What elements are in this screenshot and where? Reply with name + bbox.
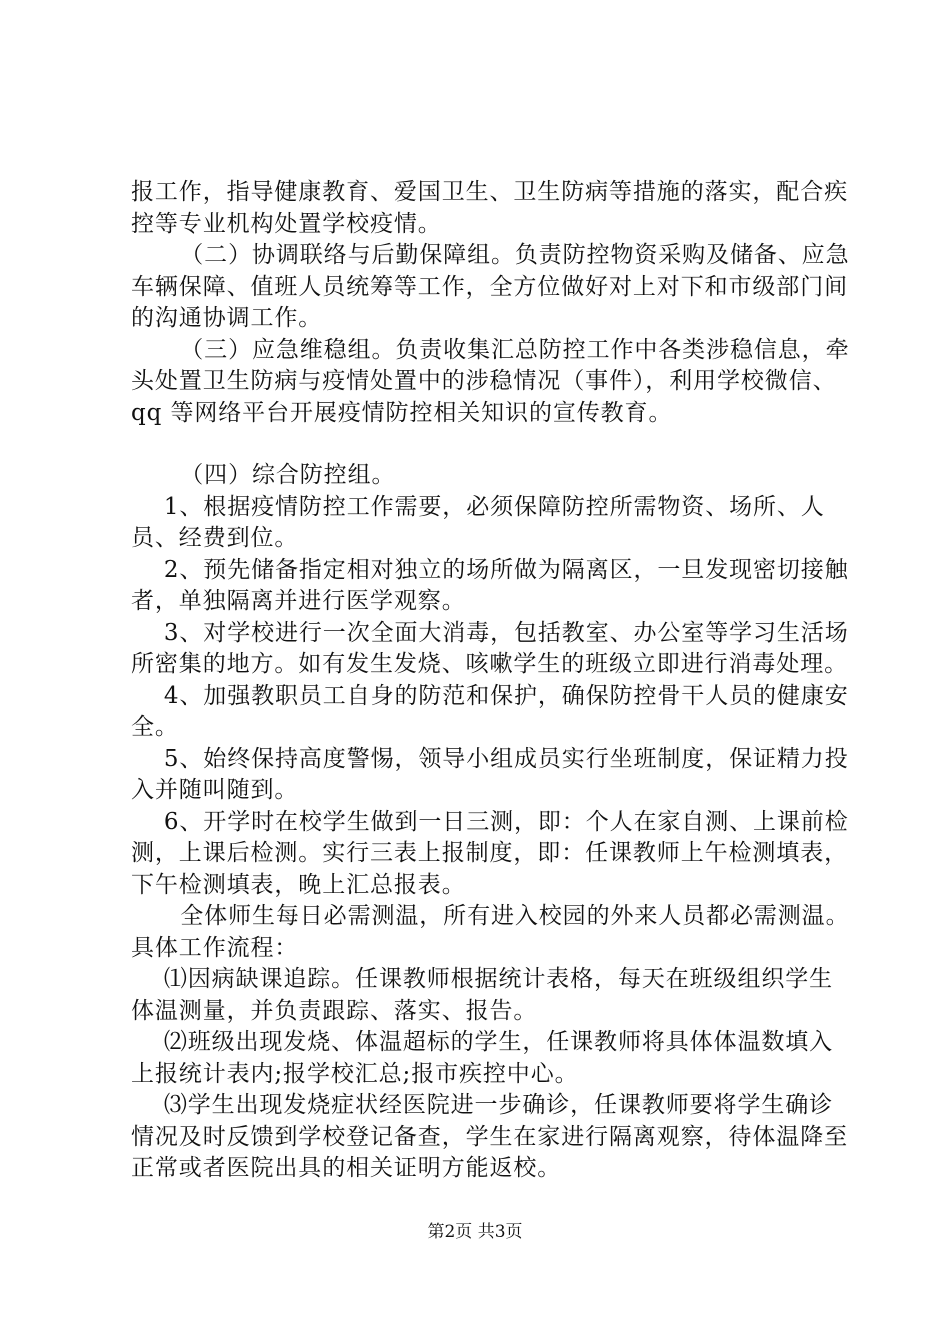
list-item-6: 6、开学时在校学生做到一日三测，即：个人在家自测、上课前检测，上课后检测。实行三表上报制度，即：任课教师上午检测填表，下午检测填表，晚上汇总报表。 bbox=[131, 808, 849, 898]
list-item-1: 1、根据疫情防控工作需要，必须保障防控所需物资、场所、人员、经费到位。 bbox=[131, 493, 825, 551]
list-item-5: 5、始终保持高度警惕，领导小组成员实行坐班制度，保证精力投入并随叫随到。 bbox=[131, 745, 849, 803]
list-item-3: 3、对学校进行一次全面大消毒，包括教室、办公室等学习生活场所密集的地方。如有发生发烧、咳嗽学生的班级立即进行消毒处理。 bbox=[131, 619, 849, 677]
list-item-4: 4、加强教职员工自身的防范和保护，确保防控骨干人员的健康安全。 bbox=[131, 682, 849, 740]
body-text bbox=[131, 177, 851, 1185]
paragraph-logistics-group: （二）协调联络与后勤保障组。负责防控物资采购及储备、应急车辆保障、值班人员统筹等工作，全方位做好对上对下和市级部门间的沟通协调工作。 bbox=[131, 242, 850, 331]
workflow-step-2: ⑵班级出现发烧、体温超标的学生，任课教师将具体体温数填入上报统计表内;报学校汇总;报市疾控中心。 bbox=[131, 1029, 834, 1087]
paragraph-gap bbox=[131, 429, 851, 460]
paragraph-temperature: 全体师生每日必需测温，所有进入校园的外来人员都必需测温。具体工作流程： bbox=[131, 903, 850, 961]
paragraph-comprehensive-group: （四）综合防控组。 bbox=[131, 462, 396, 488]
workflow-step-1: ⑴因病缺课追踪。任课教师根据统计表格，每天在班级组织学生体温测量，并负责跟踪、落实、报告。 bbox=[131, 966, 834, 1024]
page-number: 第2页 共3页 bbox=[427, 1222, 523, 1242]
workflow-step-3: ⑶学生出现发烧症状经医院进一步确诊，任课教师要将学生确诊情况及时反馈到学校登记备查，学生在家进行隔离观察，待体温降至正常或者医院出具的相关证明方能返校。 bbox=[131, 1092, 848, 1181]
list-item-2: 2、预先储备指定相对独立的场所做为隔离区，一旦发现密切接触者，单独隔离并进行医学观察。 bbox=[131, 556, 849, 614]
paragraph-stability-group: （三）应急维稳组。负责收集汇总防控工作中各类涉稳信息，牵头处置卫生防病与疫情处置中的涉稳情况（事件），利用学校微信、qq 等网络平台开展疫情防控相关知识的宣传教育。 bbox=[131, 336, 850, 426]
page-footer bbox=[0, 1217, 950, 1242]
paragraph-continuation: 报工作，指导健康教育、爱国卫生、卫生防病等措施的落实，配合疾控等专业机构处置学校疫情。 bbox=[131, 179, 848, 237]
